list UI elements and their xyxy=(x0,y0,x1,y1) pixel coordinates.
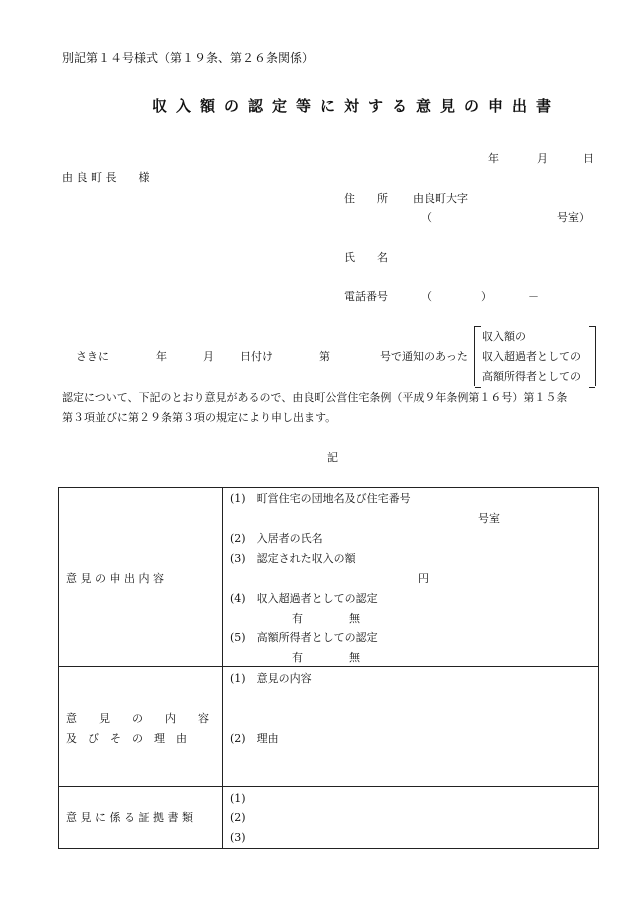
row2-item-1: (1) 意見の内容 xyxy=(230,672,312,685)
notice-month: 月 xyxy=(203,350,214,363)
row3-label: 意 見 に 係 る 証 拠 書 類 xyxy=(66,811,193,824)
form-label: 別記第１４号様式（第１９条、第２６条関係） xyxy=(62,51,315,65)
option-excess-income: 収入超過者としての xyxy=(482,350,581,363)
address-value: 由良町大字 xyxy=(413,192,468,205)
phone-dash: － xyxy=(528,290,539,303)
notice-suffix: 号で通知のあった xyxy=(380,350,468,363)
row3-item-3: (3) xyxy=(230,831,246,844)
addressee: 由 良 町 長 様 xyxy=(62,171,150,184)
phone-close: ） xyxy=(481,290,492,303)
name-label: 氏 名 xyxy=(344,251,388,264)
room-label: 号室） xyxy=(557,211,590,224)
row1-item-5: (5) 高額所得者としての認定 xyxy=(230,631,378,644)
phone-label: 電話番号 xyxy=(344,290,388,303)
phone-open: （ xyxy=(421,290,432,303)
notice-number: 第 xyxy=(319,350,330,363)
date-day: 日 xyxy=(583,152,594,165)
row3-item-2: (2) xyxy=(230,811,246,824)
row1-label: 意 見 の 申 出 内 容 xyxy=(66,572,164,585)
notice-prefix: さきに xyxy=(76,350,109,363)
row2-label-line-2: 及 び そ の 理 由 xyxy=(66,732,187,745)
body-line-2: 第３項並びに第２９条第３項の規定により申し出ます。 xyxy=(62,411,337,424)
row1-item-4-no: 無 xyxy=(349,612,360,625)
option-income: 収入額の xyxy=(482,330,526,343)
date-month: 月 xyxy=(537,152,548,165)
row1-item-1: (1) 町営住宅の団地名及び住宅番号 xyxy=(230,492,411,505)
notice-year: 年 xyxy=(156,350,167,363)
row1-item-2: (2) 入居者の氏名 xyxy=(230,532,323,545)
ki-heading: 記 xyxy=(327,451,338,464)
option-high-income: 高額所得者としての xyxy=(482,370,581,383)
document-title: 収入額の認定等に対する意見の申出書 xyxy=(152,97,561,115)
notice-day: 日付け xyxy=(240,350,273,363)
row1-item-4: (4) 収入超過者としての認定 xyxy=(230,592,378,605)
row1-item-1-suffix: 号室 xyxy=(478,512,500,525)
row3-item-1: (1) xyxy=(230,792,246,805)
row2-label-line-1: 意 見 の 内 容 xyxy=(66,712,209,725)
row2-item-2: (2) 理由 xyxy=(230,732,279,745)
row1-item-5-no: 無 xyxy=(349,651,360,664)
body-line-1: 認定について、下記のとおり意見があるので、由良町公営住宅条例（平成９年条例第１６号）第１５条 xyxy=(62,391,568,404)
row1-item-3: (3) 認定された収入の額 xyxy=(230,552,356,565)
date-year: 年 xyxy=(488,152,499,165)
row1-item-3-suffix: 円 xyxy=(418,572,429,585)
address-label: 住 所 xyxy=(344,192,388,205)
row1-item-5-yes: 有 xyxy=(292,651,303,664)
row1-item-4-yes: 有 xyxy=(292,612,303,625)
room-open-bracket: （ xyxy=(421,211,432,224)
